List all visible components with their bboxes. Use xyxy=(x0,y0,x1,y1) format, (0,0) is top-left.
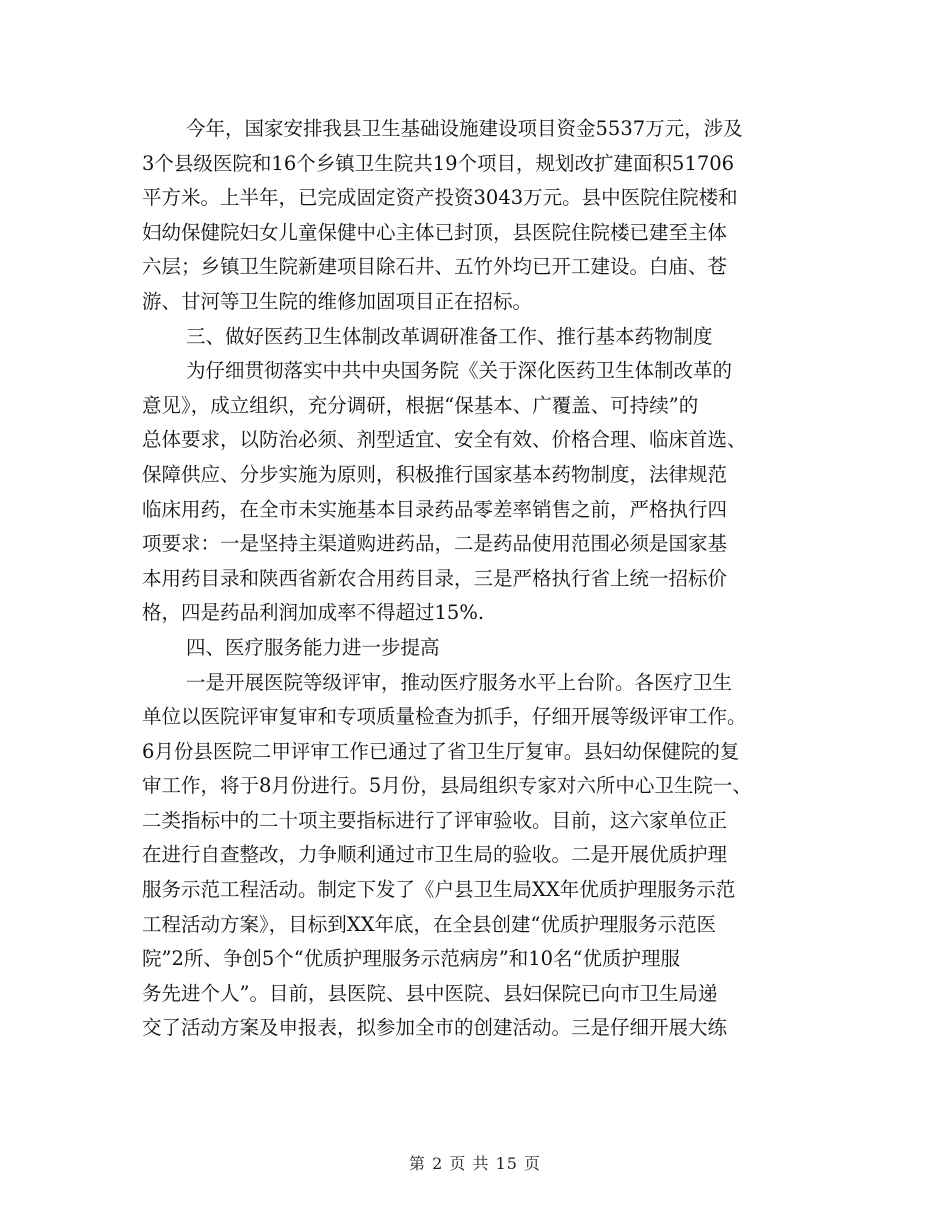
text-line: 总体要求，以防治必须、剂型适宜、安全有效、价格合理、临床首选、 xyxy=(142,428,747,452)
text-line: 为仔细贯彻落实中共中央国务院《关于深化医药卫生体制改革的 xyxy=(186,359,733,383)
footer-total-pages: 15 xyxy=(495,1154,518,1173)
text-line: 院”2所、争创5个“优质护理服务示范病房”和10名“优质护理服 xyxy=(142,947,681,971)
text-line: 妇幼保健院妇女儿童保健中心主体已封顶，县医院住院楼已建至主体 xyxy=(142,220,728,244)
text-line: 工程活动方案》，目标到XX年底，在全县创建“优质护理服务示范医 xyxy=(142,912,716,936)
text-line: 服务示范工程活动。制定下发了《户县卫生局XX年优质护理服务示范 xyxy=(142,878,736,902)
text-line: 四、医疗服务能力进一步提高 xyxy=(186,635,440,659)
text-line: 临床用药，在全市未实施基本目录药品零差率销售之前，严格执行四 xyxy=(142,497,728,521)
text-line: 游、甘河等卫生院的维修加固项目正在招标。 xyxy=(142,289,533,313)
text-line: 审工作，将于8月份进行。5月份，县局组织专家对六所中心卫生院一、 xyxy=(142,774,752,798)
text-line: 一是开展医院等级评审，推动医疗服务水平上台阶。各医疗卫生 xyxy=(186,670,733,694)
text-line: 平方米。上半年，已完成固定资产投资3043万元。县中医院住院楼和 xyxy=(142,186,738,210)
text-line: 格，四是药品利润加成率不得超过15%. xyxy=(142,601,485,625)
footer-label-page: 第 xyxy=(408,1154,426,1173)
text-line: 6月份县医院二甲评审工作已通过了省卫生厅复审。县妇幼保健院的复 xyxy=(142,739,740,763)
text-line: 项要求：一是坚持主渠道购进药品，二是药品使用范围必须是国家基 xyxy=(142,532,728,556)
text-line: 三、做好医药卫生体制改革调研准备工作、推行基本药物制度 xyxy=(186,324,713,348)
text-line: 3个县级医院和16个乡镇卫生院共19个项目，规划改扩建面积51706 xyxy=(142,151,735,175)
text-line: 本用药目录和陕西省新农合用药目录，三是严格执行省上统一招标价 xyxy=(142,566,728,590)
text-line: 意见》，成立组织，充分调研，根据“保基本、广覆盖、可持续”的 xyxy=(142,393,699,417)
text-line: 在进行自查整改，力争顺利通过市卫生局的验收。二是开展优质护理 xyxy=(142,843,728,867)
text-line: 交了活动方案及申报表，拟参加全市的创建活动。三是仔细开展大练 xyxy=(142,1016,728,1040)
text-line: 保障供应、分步实施为原则，积极推行国家基本药物制度，法律规范 xyxy=(142,462,728,486)
footer-current-page: 2 xyxy=(432,1154,444,1173)
footer-label-total: 共 xyxy=(472,1154,490,1173)
text-line: 务先进个人”。目前，县医院、县中医院、县妇保院已向市卫生局递 xyxy=(142,981,718,1005)
text-line: 单位以医院评审复审和专项质量检查为抓手，仔细开展等级评审工作。 xyxy=(142,705,747,729)
footer-label-total-unit: 页 xyxy=(524,1154,542,1173)
text-line: 二类指标中的二十项主要指标进行了评审验收。目前，这六家单位正 xyxy=(142,808,728,832)
text-line: 六层；乡镇卫生院新建项目除石井、五竹外均已开工建设。白庙、苍 xyxy=(142,255,728,279)
page-footer xyxy=(0,1153,950,1175)
footer-label-page-unit: 页 xyxy=(449,1154,467,1173)
document-body xyxy=(142,112,810,1046)
text-line: 今年，国家安排我县卫生基础设施建设项目资金5537万元，涉及 xyxy=(186,117,743,140)
